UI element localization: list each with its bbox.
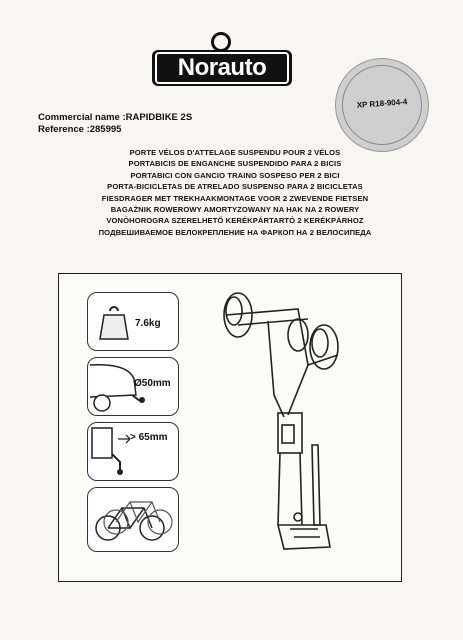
title-fr: PORTE VÉLOS D'ATTELAGE SUSPENDU POUR 2 VÉLOS (129, 148, 341, 157)
brand-logo-text: Norauto (155, 52, 289, 84)
title-ru: ПОДВЕШИВАЕМОЕ ВЕЛОКРЕПЛЕНИЕ НА ФАРКОП НА 2 ВЕЛОСИПЕДА (98, 227, 372, 237)
commercial-name: Commercial name :RAPIDBIKE 2S (38, 112, 193, 123)
product-meta (38, 112, 192, 136)
title-hu: VONÓHOROGRA SZERELHETŐ KERÉKPÁRTARTÓ 2 KERÉKPÁRHOZ (106, 216, 364, 226)
clearance-arrow-icon (118, 434, 130, 444)
clearance-label: > 65mm (130, 432, 168, 443)
title-es: PORTABICIS DE ENGANCHE SUSPENDIDO PARA 2 BICIS (128, 159, 342, 169)
title-pl: BAGAŻNIK ROWEROWY AMORTYZOWANY NA HAK NA 2 ROWERY (110, 205, 360, 215)
seal-code: XP R18-904-4 (356, 97, 408, 110)
title-nl: FIESDRAGER MET TREKHAAKMONTAGE VOOR 2 ZWEVENDE FIETSEN (101, 193, 369, 203)
brand-logo (152, 50, 292, 86)
two-bikes-icon (90, 494, 174, 546)
logo-mark-icon (211, 32, 231, 52)
product-titles (40, 147, 430, 238)
reference-number: Reference :285995 (38, 124, 122, 135)
certification-seal (335, 58, 429, 152)
bike-carrier-drawing (198, 285, 366, 557)
title-pt: PORTA-BICICLETAS DE ATRELADO SUSPENSO PARA 2 BICICLETAS (107, 182, 363, 192)
weight-label: 7.6kg (135, 318, 161, 329)
weight-icon (96, 303, 132, 343)
ball-diameter-label: Ø50mm (134, 378, 171, 389)
title-it: PORTABICI CON GANCIO TRAINO SOSPESO PER 2 BICI (130, 170, 340, 180)
